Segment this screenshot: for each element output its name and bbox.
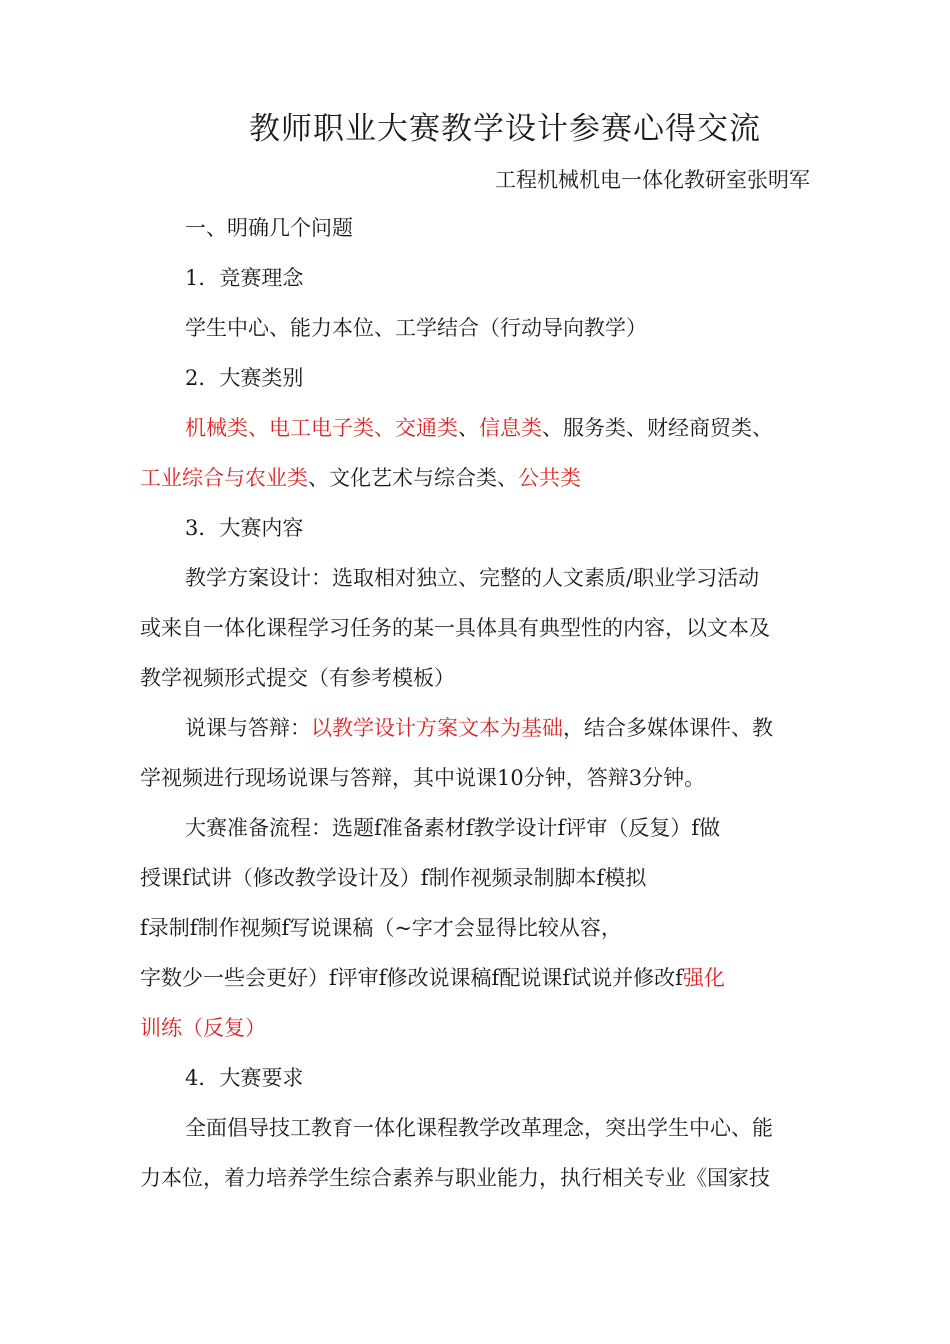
paragraph-line: 训练（反复） (140, 1016, 266, 1040)
paragraph-line: 全面倡导技工教育一体化课程教学改革理念，突出学生中心、能 (185, 1116, 773, 1140)
section-heading-1: 一、明确几个问题 (185, 216, 353, 240)
highlight-text: 机械类、电工电子类、交通类 (185, 416, 458, 440)
plain-text: 、 (458, 416, 479, 440)
highlight-text: 强化 (682, 966, 725, 990)
paragraph-line: 大赛准备流程：选题f准备素材f教学设计f评审（反复）f做 (185, 816, 721, 840)
plain-text: 、文化艺术与综合类、 (308, 466, 518, 490)
highlight-text: 信息类 (479, 416, 542, 440)
plain-text: 、服务类、财经商贸类、 (542, 416, 773, 440)
paragraph-line: 力本位，着力培养学生综合素养与职业能力，执行相关专业《国家技 (140, 1166, 770, 1190)
paragraph-line (185, 713, 830, 743)
document-author: 工程机械机电一体化教研室张明军 (495, 168, 810, 192)
paragraph-line: 教学方案设计：选取相对独立、完整的人文素质/职业学习活动 (185, 566, 760, 590)
paragraph-concept: 学生中心、能力本位、工学结合（行动导向教学） (185, 316, 647, 340)
subsection-title-2: 2．大赛类别 (185, 366, 304, 390)
paragraph-line: 授课f试讲（修改教学设计及）f制作视频录制脚本f模拟 (140, 866, 647, 890)
plain-text: 说课与答辩： (185, 716, 311, 740)
subsection-title-3: 3．大赛内容 (185, 516, 304, 540)
paragraph-line: 学视频进行现场说课与答辩，其中说课10分钟，答辩3分钟。 (140, 766, 706, 790)
paragraph-line: 或来自一体化课程学习任务的某一具体具有典型性的内容，以文本及 (140, 616, 770, 640)
paragraph-line: f录制f制作视频f写说课稿（~字才会显得比较从容， (140, 916, 622, 940)
subsection-title-4: 4．大赛要求 (185, 1066, 304, 1090)
highlight-text: 公共类 (518, 466, 581, 490)
plain-text: 字数少一些会更好）f评审f修改说课稿f配说课f试说并修改f (140, 966, 683, 990)
paragraph-line (140, 963, 830, 993)
document-title: 教师职业大赛教学设计参赛心得交流 (249, 111, 761, 147)
plain-text: ，结合多媒体课件、教 (563, 716, 773, 740)
subsection-title-1: 1．竞赛理念 (185, 266, 304, 290)
paragraph-categories-line-1 (185, 413, 830, 443)
highlight-text: 工业综合与农业类 (140, 466, 308, 490)
highlight-text: 以教学设计方案文本为基础 (311, 716, 563, 740)
paragraph-line: 教学视频形式提交（有参考模板） (140, 666, 455, 690)
paragraph-categories-line-2 (140, 463, 830, 493)
